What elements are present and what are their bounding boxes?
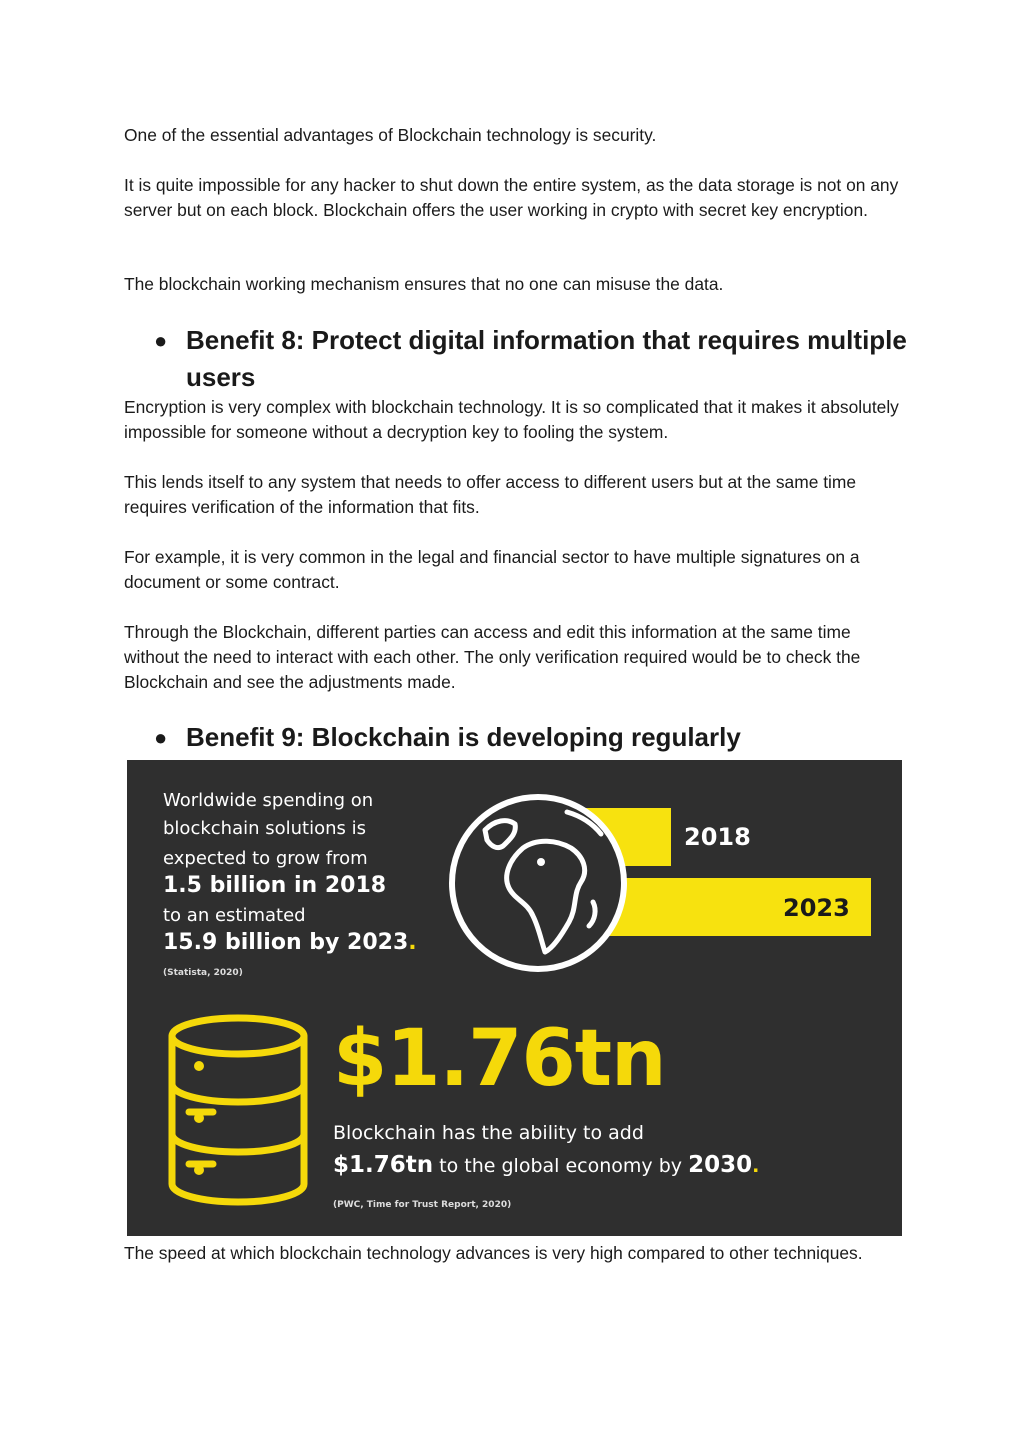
paragraph-encryption: Encryption is very complex with blockchain technology. It is so complicated that it makes it absolutely impossible for someone without a decryption key to fooling the system. <box>124 397 899 442</box>
paragraph-example: For example, it is very common in the legal and financial sector to have multiple signatures on a document or some contract. <box>124 547 860 592</box>
infographic-add-mid: to the global economy by <box>433 1155 689 1177</box>
bar-label-2023: 2023 <box>783 894 850 922</box>
paragraph-access: This lends itself to any system that needs to offer access to different users but at the same time requires verification of the information that fits. <box>124 472 857 517</box>
paragraph-parties: Through the Blockchain, different parties can access and edit this information at the same time without the need to interact with each other. The only verification required would be to check the Blockchain and see the adjustments made. <box>124 622 861 692</box>
bar-label-2018: 2018 <box>684 823 751 851</box>
infographic-line: expected to grow from <box>163 848 368 869</box>
infographic-add-line: Blockchain has the ability to add <box>333 1122 644 1144</box>
infographic-line: blockchain solutions is <box>163 818 366 839</box>
blockchain-infographic <box>127 760 902 1236</box>
globe-icon <box>445 790 631 976</box>
heading-benefit-9-text: Benefit 9: Blockchain is developing regularly <box>186 722 741 752</box>
database-icon <box>163 1012 313 1208</box>
infographic-add-line-2 <box>333 1152 759 1178</box>
heading-benefit-8 <box>154 322 914 396</box>
bullet-icon: ● <box>154 725 168 750</box>
paragraph-mechanism: The blockchain working mechanism ensures that no one can misuse the data. <box>124 274 724 294</box>
infographic-figure-2023 <box>163 930 417 955</box>
infographic-source-statista: (Statista, 2020) <box>163 968 243 978</box>
infographic-add-amount: $1.76tn <box>333 1152 434 1178</box>
infographic-figure-2018: 1.5 billion in 2018 <box>163 873 387 898</box>
paragraph-speed: The speed at which blockchain technology advances is very high compared to other techniques. <box>124 1243 863 1263</box>
paragraph-security-intro: One of the essential advantages of Blockchain technology is security. <box>124 125 657 145</box>
infographic-line: to an estimated <box>163 905 306 926</box>
paragraph-hacker: It is quite impossible for any hacker to shut down the entire system, as the data storage is not on any server but on each block. Blockchain offers the user working in crypto with secret key encryption. <box>124 175 899 220</box>
accent-dot: . <box>752 1155 760 1177</box>
heading-benefit-8-text: Benefit 8: Protect digital information that requires multiple users <box>186 325 907 392</box>
infographic-add-year: 2030 <box>688 1152 753 1178</box>
infographic-source-pwc: (PWC, Time for Trust Report, 2020) <box>333 1200 512 1210</box>
infographic-line: Worldwide spending on <box>163 790 374 811</box>
bullet-icon: ● <box>154 328 168 353</box>
accent-dot: . <box>408 930 417 955</box>
infographic-big-figure: $1.76tn <box>333 1014 666 1104</box>
heading-benefit-9 <box>154 719 914 756</box>
infographic-figure-2023-text: 15.9 billion by 2023 <box>163 930 409 955</box>
